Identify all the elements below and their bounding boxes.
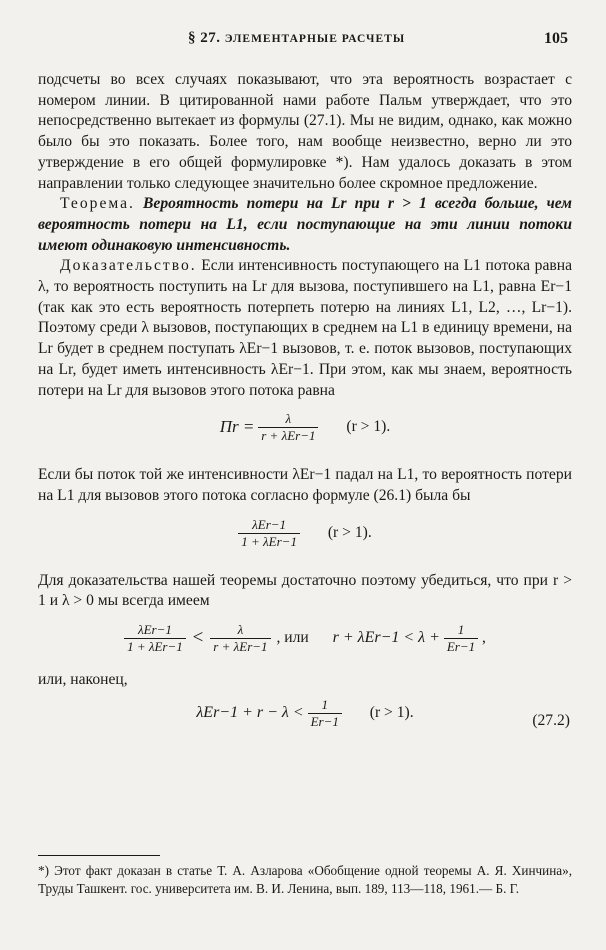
fraction	[210, 622, 270, 655]
footnote-divider	[38, 855, 160, 856]
formula-loss-l1	[38, 517, 572, 571]
footnote: *) Этот факт доказан в статье Т. А. Азларова «Обобщение одной теоремы А. Я. Хинчина», Труды Ташкент. гос. университета им. В. И. Ленина, вып. 189, 113—118, 1961.— Б. Г.	[38, 863, 572, 896]
conjunction-or: , или	[276, 629, 309, 647]
formula-condition: (r > 1).	[346, 418, 391, 436]
proof-label: Доказательство.	[60, 257, 197, 275]
denominator: r + λEr−1	[210, 638, 270, 655]
numerator: λ	[285, 411, 292, 427]
paragraph-intro: подсчеты во всех случаях показывают, что эта вероятность возрастает с номером линии. В цитированной нами работе Пальм утверждает, что это непосредственно вытекает из формулы (27.1). Мы не видим, однако, как можно было бы это показать. Более того, нам вообще неизвестно, верно ли это утверждение в его общей формулировке *). Нам удалось доказать в этом направлении только следующее значительно более скромное предложение.	[38, 71, 572, 192]
formula-inequality	[38, 622, 572, 670]
theorem-text: Вероятность потери на Lr при r > 1 всегда больше, чем вероятность потери на L1, если поступающие на эти линии потоки имеют одинаковую интенсивность.	[38, 195, 572, 254]
paragraph-comparison: Если бы поток той же интенсивности λEr−1 падал на L1, то вероятность потери на L1 для вызовов этого потока согласно формуле (26.1) была бы	[38, 466, 572, 504]
numerator: 1	[321, 696, 328, 712]
formula-lhs: λEr−1 + r − λ <	[196, 703, 304, 721]
denominator: r + λEr−1	[258, 427, 318, 444]
section-title: ЭЛЕМЕНТАРНЫЕ РАСЧЕТЫ	[224, 33, 406, 45]
less-than-sign: <	[192, 627, 204, 649]
numerator: 1	[457, 622, 465, 638]
formula-lhs: Πr =	[219, 417, 255, 437]
proof-text: Если интенсивность поступающего на L1 потока равна λ, то вероятность поступить на Lr для вызова, поступившего на L1, равна Er−1 (так как это есть вероятность потерпеть потерю на линиях L1, L2, …, Lr−1). Поэтому среди λ вызовов, поступающих в среднем на L1 в единицу времени, на Lr будет в среднем поступать λEr−1 вызовов, т. е. поток вызовов, поступающих на Lr, будет иметь интенсивность λEr−1. При этом, как мы знаем, вероятность потери на Lr для вызовов этого потока равна	[38, 257, 572, 399]
fraction	[124, 622, 186, 655]
running-header	[38, 30, 568, 52]
theorem-label: Теорема.	[60, 195, 135, 213]
main-text	[38, 70, 572, 747]
running-title	[188, 30, 405, 47]
formula-loss-probability	[38, 411, 572, 465]
formula-condition: (r > 1).	[327, 523, 372, 541]
theorem	[38, 194, 572, 256]
fraction	[308, 697, 342, 730]
paragraph-finally: или, наконец,	[38, 671, 128, 689]
formula-condition: (r > 1).	[369, 703, 414, 721]
numerator: λEr−1	[137, 622, 172, 638]
denominator: Er−1	[444, 638, 478, 655]
fraction	[258, 411, 318, 444]
denominator: 1 + λEr−1	[124, 638, 186, 655]
numerator: λEr−1	[252, 516, 287, 532]
fraction	[444, 622, 478, 655]
formula-rhs: r + λEr−1 < λ +	[332, 629, 440, 647]
equation-number: (27.2)	[532, 711, 570, 729]
fraction	[238, 517, 300, 550]
formula-comma: ,	[482, 629, 486, 647]
formula-27-2	[38, 697, 572, 747]
denominator: Er−1	[308, 713, 342, 730]
numerator: λ	[237, 622, 244, 638]
page-number: 105	[544, 30, 568, 47]
denominator: 1 + λEr−1	[238, 533, 300, 550]
paragraph-sufficient: Для доказательства нашей теоремы достаточно поэтому убедиться, что при r > 1 и λ > 0 мы всегда имеем	[38, 571, 572, 610]
proof	[38, 256, 572, 401]
section-symbol: § 27.	[188, 30, 221, 46]
